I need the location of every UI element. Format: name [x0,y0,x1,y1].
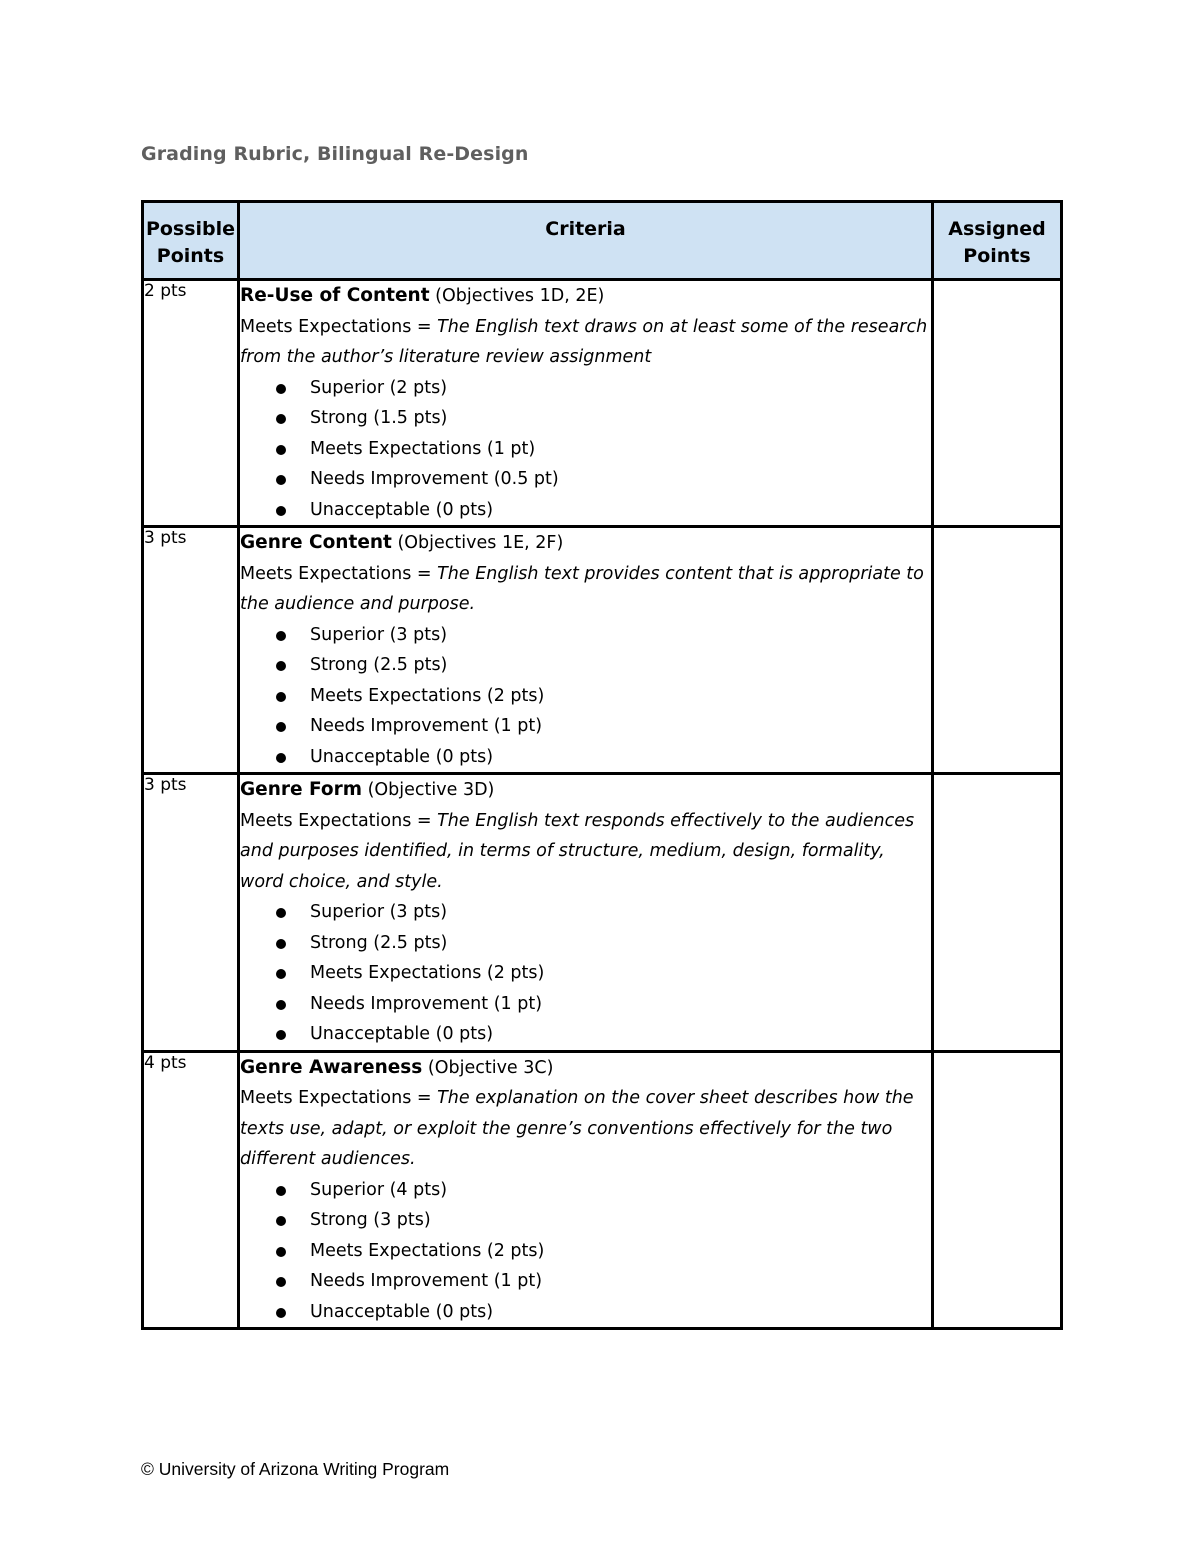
table-row [143,774,1062,1052]
meets-expectations-text [240,312,931,373]
meets-expectations-text [240,806,931,898]
bullet-icon [276,1000,286,1010]
assigned-points-cell [933,280,1062,527]
meets-label: Meets Expectations = [240,810,438,831]
criterion-objectives: (Objectives 1E, 2F) [391,533,564,553]
level-label: Meets Expectations (2 pts) [310,1240,545,1261]
criterion-name: Genre Form [240,779,363,800]
header-possible-line2: Points [156,245,225,267]
criterion-name: Genre Content [240,532,392,553]
bullet-icon [276,1247,286,1257]
header-assigned-line1: Assigned [948,218,1046,240]
level-label: Unacceptable (0 pts) [310,499,494,520]
bullet-icon [276,753,286,763]
row-criteria [239,527,933,774]
meets-expectations-text [240,559,931,620]
list-item [276,742,931,773]
meets-label: Meets Expectations = [240,1088,438,1108]
level-label: Strong (2.5 pts) [310,655,448,675]
document-title: Grading Rubric, Bilingual Re-Design [141,143,529,165]
criterion-objectives: (Objective 3D) [362,780,495,800]
bullet-icon [276,722,286,732]
list-item [276,1205,931,1236]
row-criteria [239,774,933,1052]
header-criteria [239,202,933,280]
level-label: Superior (4 pts) [310,1179,448,1200]
list-item [276,434,931,465]
header-assigned-line2: Points [963,245,1031,267]
table-row [143,1051,1062,1329]
list-item [276,897,931,928]
list-item [276,989,931,1020]
copyright-footer: © University of Arizona Writing Program [141,1459,450,1479]
header-possible-points [143,202,239,280]
level-list [240,1175,931,1328]
table-row [143,280,1062,527]
level-label: Meets Expectations (2 pts) [310,685,545,706]
list-item [276,928,931,959]
criterion-objectives: (Objectives 1D, 2E) [429,286,605,306]
table-header-row [143,202,1062,280]
list-item [276,681,931,712]
table-row [143,527,1062,774]
expectation-description: The English text responds effectively to the audiences and purposes identified, in terms of structure, medium, design, formality, word choice, and style. [240,810,915,892]
meets-label: Meets Expectations = [240,316,438,337]
criterion-heading [240,1053,931,1084]
bullet-icon [276,506,286,516]
bullet-icon [276,1216,286,1226]
header-assigned-points [933,202,1062,280]
list-item [276,403,931,434]
bullet-icon [276,939,286,949]
assigned-points-cell [933,1051,1062,1329]
expectation-description: The explanation on the cover sheet describes how the texts use, adapt, or exploit the genre’s conventions effectively for the two different audiences. [240,1088,914,1169]
list-item [276,1019,931,1050]
list-item [276,464,931,495]
row-criteria [239,280,933,527]
header-possible-line1: Possible [145,218,236,240]
level-label: Superior (3 pts) [310,902,448,922]
bullet-icon [276,1186,286,1196]
row-points: 3 pts [143,774,239,1052]
bullet-icon [276,692,286,702]
level-label: Needs Improvement (1 pt) [310,993,543,1014]
expectation-description: The English text draws on at least some of the research from the author’s literature review assignment [240,316,928,367]
bullet-icon [276,1308,286,1318]
bullet-icon [276,384,286,394]
criterion-objectives: (Objective 3C) [422,1057,554,1078]
level-label: Meets Expectations (2 pts) [310,963,545,983]
bullet-icon [276,969,286,979]
bullet-icon [276,1277,286,1287]
level-label: Superior (3 pts) [310,624,448,645]
level-label: Needs Improvement (1 pt) [310,1271,543,1291]
bullet-icon [276,631,286,641]
level-label: Needs Improvement (0.5 pt) [310,469,559,489]
criterion-name: Re-Use of Content [240,285,430,306]
bullet-icon [276,475,286,485]
level-label: Unacceptable (0 pts) [310,1301,494,1322]
list-item [276,620,931,651]
level-label: Meets Expectations (1 pt) [310,438,536,459]
level-label: Unacceptable (0 pts) [310,746,494,767]
level-label: Strong (3 pts) [310,1210,431,1230]
list-item [276,1175,931,1206]
list-item [276,373,931,404]
list-item [276,495,931,526]
list-item [276,958,931,989]
list-item [276,1236,931,1267]
criterion-heading [240,528,931,559]
meets-label: Meets Expectations = [240,563,438,584]
criterion-heading [240,775,931,806]
level-list [240,373,931,526]
rubric-table [141,200,1063,1330]
level-label: Unacceptable (0 pts) [310,1024,494,1044]
bullet-icon [276,1030,286,1040]
level-label: Strong (2.5 pts) [310,932,448,953]
level-label: Strong (1.5 pts) [310,408,448,428]
assigned-points-cell [933,774,1062,1052]
list-item [276,1266,931,1297]
level-list [240,897,931,1050]
list-item [276,711,931,742]
list-item [276,650,931,681]
level-label: Superior (2 pts) [310,377,448,398]
expectation-description: The English text provides content that is appropriate to the audience and purpose. [240,563,924,614]
bullet-icon [276,908,286,918]
row-points: 4 pts [143,1051,239,1329]
level-label: Needs Improvement (1 pt) [310,716,543,736]
row-points: 2 pts [143,280,239,527]
level-list [240,620,931,773]
row-criteria [239,1051,933,1329]
list-item [276,1297,931,1328]
bullet-icon [276,445,286,455]
assigned-points-cell [933,527,1062,774]
bullet-icon [276,414,286,424]
bullet-icon [276,661,286,671]
header-criteria-label: Criteria [545,218,626,240]
meets-expectations-text [240,1083,931,1175]
criterion-name: Genre Awareness [240,1056,423,1078]
criterion-heading [240,281,931,312]
row-points: 3 pts [143,527,239,774]
